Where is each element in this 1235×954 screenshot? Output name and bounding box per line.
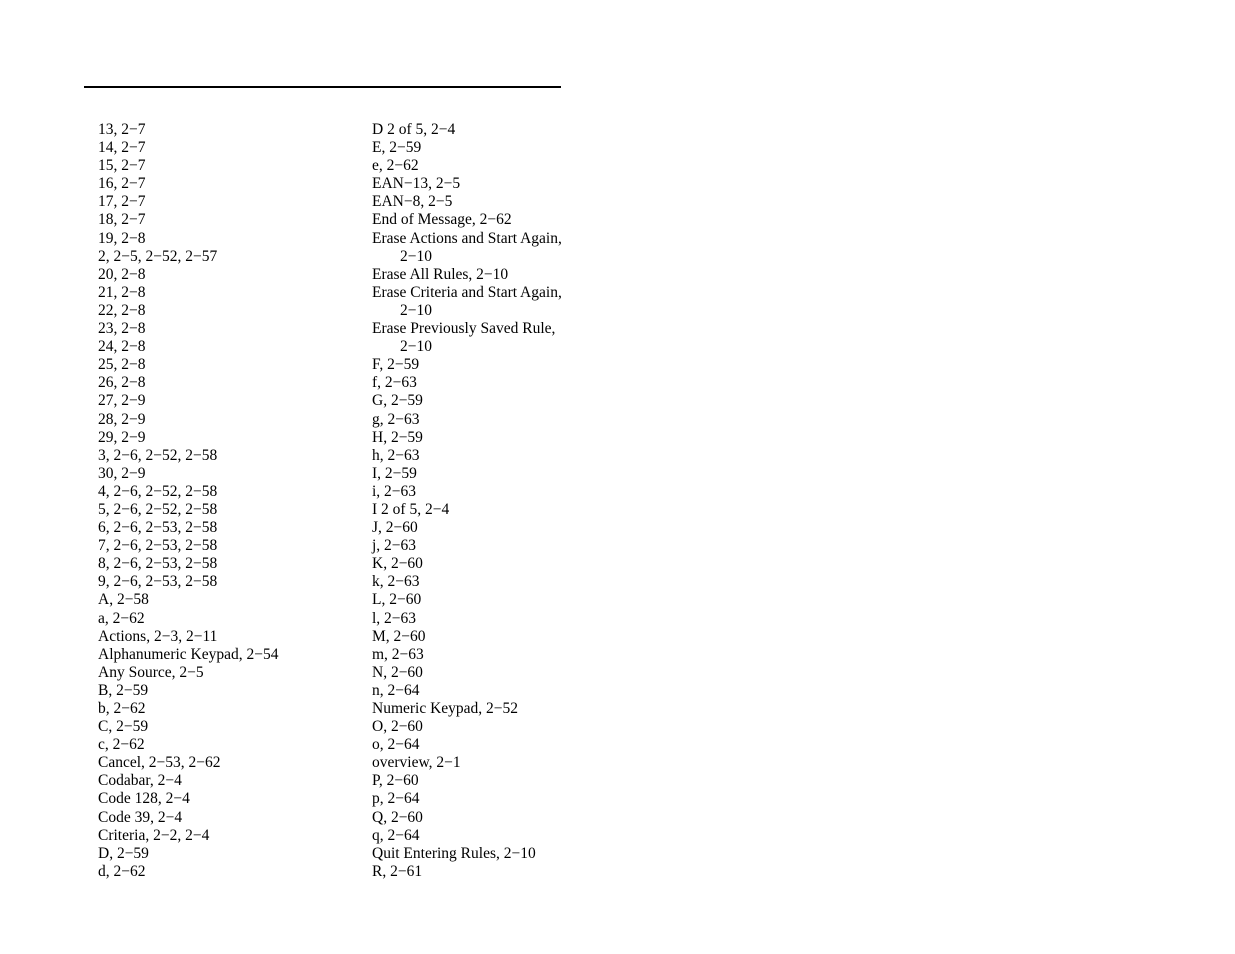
index-entry xyxy=(372,139,562,157)
index-entry: 4, 2−6, 2−52, 2−58 xyxy=(98,482,218,500)
index-entry-text: EAN−8, 2−5 xyxy=(372,193,453,211)
index-entry xyxy=(372,284,562,320)
index-entry: 23, 2−8 xyxy=(98,320,146,338)
index-entry xyxy=(372,754,562,772)
index-entry xyxy=(372,772,562,790)
index-entry-text: overview, 2−1 xyxy=(372,754,461,772)
index-entry xyxy=(372,682,562,700)
index-entry xyxy=(372,230,562,266)
index-entry-text: f, 2−63 xyxy=(372,374,417,392)
index-column-right xyxy=(372,121,562,881)
index-entry: 29, 2−9 xyxy=(98,428,146,446)
index-entry: 25, 2−8 xyxy=(98,356,146,374)
index-entry-text: n, 2−64 xyxy=(372,681,420,699)
index-entry xyxy=(372,483,562,501)
index-entry xyxy=(372,447,562,465)
index-entry xyxy=(372,374,562,392)
index-entry: 16, 2−7 xyxy=(98,175,146,193)
index-entry-text: Quit Entering Rules, 2−10 xyxy=(372,844,536,862)
index-entry: C, 2−59 xyxy=(98,718,149,736)
index-entry: 6, 2−6, 2−53, 2−58 xyxy=(98,519,218,537)
index-entry xyxy=(372,175,562,193)
index-entry xyxy=(372,718,562,736)
index-entry: Actions, 2−3, 2−11 xyxy=(98,627,218,645)
index-entry xyxy=(372,628,562,646)
index-entry-text: Erase All Rules, 2−10 xyxy=(372,265,509,283)
index-entry-text: G, 2−59 xyxy=(372,392,423,410)
index-entry xyxy=(372,211,562,229)
index-entry: 17, 2−7 xyxy=(98,193,146,211)
index-entry-text: R, 2−61 xyxy=(372,862,423,880)
index-entry xyxy=(372,809,562,827)
index-column-left xyxy=(98,121,278,881)
index-entry xyxy=(372,121,562,139)
index-entry: a, 2−62 xyxy=(98,609,145,627)
index-entry: 13, 2−7 xyxy=(98,121,146,138)
index-entry xyxy=(372,790,562,808)
index-entry-text: Erase Criteria and Start Again, xyxy=(372,283,562,301)
index-entry-text: N, 2−60 xyxy=(372,663,423,681)
index-entry: 9, 2−6, 2−53, 2−58 xyxy=(98,573,218,591)
index-entry-text: EAN−13, 2−5 xyxy=(372,175,461,193)
index-entry xyxy=(372,392,562,410)
index-entry-text: i, 2−63 xyxy=(372,482,417,500)
index-entry-text: m, 2−63 xyxy=(372,645,424,663)
index-entry: d, 2−62 xyxy=(98,862,146,880)
index-entry: 28, 2−9 xyxy=(98,410,146,428)
index-entry: B, 2−59 xyxy=(98,681,149,699)
index-entry: 7, 2−6, 2−53, 2−58 xyxy=(98,537,218,555)
index-entry-text: I 2 of 5, 2−4 xyxy=(372,500,450,518)
index-entry-text: Q, 2−60 xyxy=(372,808,423,826)
index-entry-text: h, 2−63 xyxy=(372,446,420,464)
index-entry-text: P, 2−60 xyxy=(372,772,419,790)
index-entry xyxy=(372,429,562,447)
index-entry: 3, 2−6, 2−52, 2−58 xyxy=(98,446,218,464)
index-entry-text: Numeric Keypad, 2−52 xyxy=(372,700,519,717)
index-entry: 27, 2−9 xyxy=(98,392,146,410)
index-entry: Code 128, 2−4 xyxy=(98,790,190,808)
index-entry xyxy=(372,845,562,863)
index-entry-page-ref: 2−10 xyxy=(400,247,432,265)
index-entry-text: p, 2−64 xyxy=(372,790,420,808)
index-entry-text: o, 2−64 xyxy=(372,736,420,754)
index-entry: c, 2−62 xyxy=(98,736,145,754)
index-entry xyxy=(372,320,562,356)
index-entry xyxy=(372,193,562,211)
index-entry: 26, 2−8 xyxy=(98,374,146,392)
index-entry: Codabar, 2−4 xyxy=(98,772,182,790)
index-entry xyxy=(372,537,562,555)
index-entry: b, 2−62 xyxy=(98,700,146,717)
index-entry xyxy=(372,356,562,374)
index-entry xyxy=(372,736,562,754)
index-entry-text: e, 2−62 xyxy=(372,157,419,175)
index-entry xyxy=(372,591,562,609)
index-entry xyxy=(372,827,562,845)
header-rule xyxy=(84,86,561,88)
index-entry-page-ref: 2−10 xyxy=(400,301,432,319)
index-entry: D, 2−59 xyxy=(98,844,149,862)
index-entry: 30, 2−9 xyxy=(98,464,146,482)
index-entry-text: J, 2−60 xyxy=(372,519,418,537)
index-entry xyxy=(372,465,562,483)
index-entry: 5, 2−6, 2−52, 2−58 xyxy=(98,500,218,518)
index-entry xyxy=(372,266,562,284)
index-entry-text: k, 2−63 xyxy=(372,573,420,591)
index-entry: Any Source, 2−5 xyxy=(98,663,204,681)
index-entry-text: E, 2−59 xyxy=(372,139,422,157)
index-entry-text: I, 2−59 xyxy=(372,464,417,482)
index-entry xyxy=(372,501,562,519)
index-entry-text: L, 2−60 xyxy=(372,591,422,609)
index-entry-text: End of Message, 2−62 xyxy=(372,211,512,229)
index-entry: 15, 2−7 xyxy=(98,157,146,175)
index-entry xyxy=(372,411,562,429)
index-entry-text: q, 2−64 xyxy=(372,826,420,844)
index-entry xyxy=(372,555,562,573)
index-entry: 18, 2−7 xyxy=(98,211,146,229)
index-entry: A, 2−58 xyxy=(98,591,149,609)
index-entry: 19, 2−8 xyxy=(98,229,146,247)
index-entry-text: Erase Actions and Start Again, xyxy=(372,229,562,247)
index-entry xyxy=(372,519,562,537)
index-entry: Alphanumeric Keypad, 2−54 xyxy=(98,645,279,663)
index-entry xyxy=(372,664,562,682)
index-entry: 22, 2−8 xyxy=(98,301,146,319)
index-entry xyxy=(372,610,562,628)
index-entry-text: l, 2−63 xyxy=(372,609,417,627)
index-entry xyxy=(372,700,562,718)
index-entry xyxy=(372,646,562,664)
index-entry xyxy=(372,573,562,591)
index-entry-text: j, 2−63 xyxy=(372,537,417,555)
index-entry: 2, 2−5, 2−52, 2−57 xyxy=(98,247,218,265)
index-entry: Criteria, 2−2, 2−4 xyxy=(98,826,210,844)
index-entry-page-ref: 2−10 xyxy=(400,338,432,356)
index-entry-text: D 2 of 5, 2−4 xyxy=(372,121,456,138)
index-entry-text: O, 2−60 xyxy=(372,718,423,736)
index-entry: 8, 2−6, 2−53, 2−58 xyxy=(98,555,218,573)
index-entry: Code 39, 2−4 xyxy=(98,808,183,826)
index-entry-text: Erase Previously Saved Rule, xyxy=(372,320,556,338)
index-entry-text: H, 2−59 xyxy=(372,428,423,446)
index-entry-text: M, 2−60 xyxy=(372,627,426,645)
index-entry xyxy=(372,157,562,175)
index-entry: Cancel, 2−53, 2−62 xyxy=(98,754,221,772)
index-entry xyxy=(372,863,562,881)
index-entry: 21, 2−8 xyxy=(98,283,146,301)
index-entry: 14, 2−7 xyxy=(98,139,146,157)
index-entry: 20, 2−8 xyxy=(98,265,146,283)
index-entry: 24, 2−8 xyxy=(98,338,146,356)
index-entry-text: g, 2−63 xyxy=(372,410,420,428)
index-entry-text: F, 2−59 xyxy=(372,356,420,374)
index-entry-text: K, 2−60 xyxy=(372,555,423,573)
